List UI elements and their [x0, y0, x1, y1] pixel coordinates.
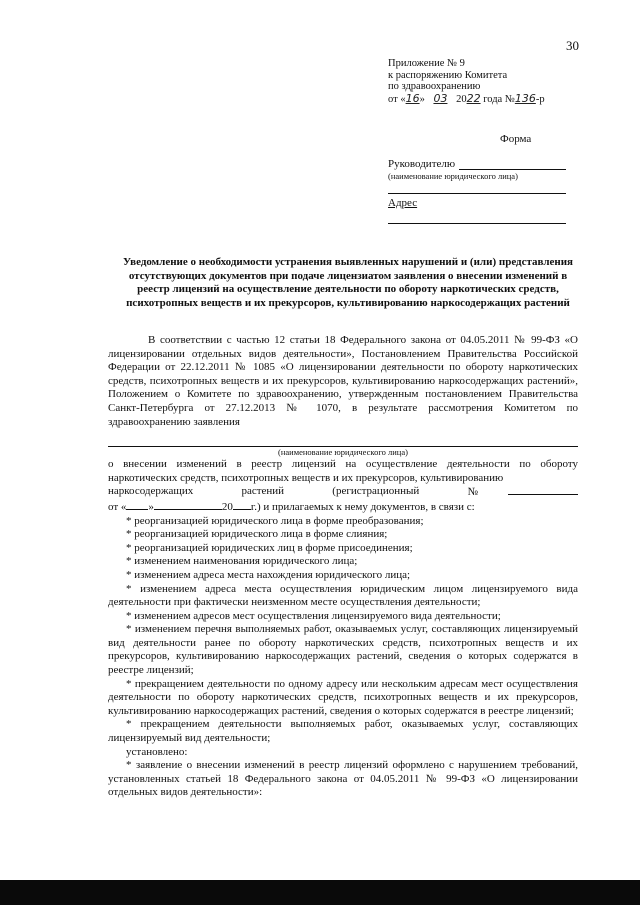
intro-paragraph: В соответствии с частью 12 статьи 18 Федерального закона от 04.05.2011 № 99-ФЗ «О лицензировании отдельных видов деятельности», Постановлением Правительства Российской Федерации от 22.12.2011 № 1085 «О лицензировании деятельности по обороту наркотических средств, психотропных веществ и их прекурсоров, культивированию наркосодержащих растений», Положением о Комитете по здравоохранению, утвержденным постановлением Правительства Санкт-Петербурга от 27.12.2013 № 1070, в результате рассмотрения Комитетом по здравоохранению заявления: [108, 334, 578, 428]
month-blank: [154, 500, 222, 510]
established-label: установлено:: [126, 745, 188, 758]
reg-number-group: [467, 485, 578, 500]
handwritten-day: 16: [405, 91, 420, 105]
handwritten-month: 03: [433, 91, 448, 105]
registration-row: [108, 485, 578, 500]
year-prefix: 20: [456, 93, 467, 105]
org-line: [388, 181, 566, 194]
reason-item: * изменением адресов мест осуществления лицензируемого вида деятельности;: [126, 609, 501, 622]
reg-word-2: растений: [241, 485, 285, 498]
annex-ref: к распоряжению Комитета: [388, 69, 508, 81]
head-row: [388, 158, 566, 170]
date-close: »: [148, 500, 154, 513]
reason-item: * прекращением деятельности выполняемых работ, оказываемых услуг, составляющих лицензируемый вид деятельности;: [108, 718, 578, 745]
org-name-caption: (наименование юридического лица): [278, 447, 408, 458]
reason-item: * изменением адреса места нахождения юридического лица;: [126, 568, 411, 581]
handwritten-number: 136: [514, 91, 536, 105]
org-caption: (наименование юридического лица): [388, 171, 518, 181]
reason-item: * реорганизацией юридического лица в форме слияния;: [126, 528, 388, 541]
about-paragraph: о внесении изменений в реестр лицензий на осуществление деятельности по обороту наркотических средств, психотропных веществ и их прекурсоров, культивированию: [108, 458, 578, 484]
reason-item: * прекращением деятельности по одному адресу или нескольким адресам мест осуществления деятельности по обороту наркотических средств, психотропных веществ и их прекурсоров, культивированию наркосодержащих растений, сведения о которых содержатся в реестре лицензий;: [108, 677, 578, 717]
reason-item: * реорганизацией юридических лиц в форме присоединения;: [126, 541, 413, 554]
recipient-block: [388, 158, 566, 224]
page-number: 30: [566, 38, 579, 53]
head-label: Руководителю: [388, 158, 456, 170]
year-blank: [233, 500, 251, 510]
form-label: Форма: [500, 133, 532, 145]
annex-ref-org: по здравоохранению: [388, 81, 481, 93]
handwritten-year: 22: [466, 91, 481, 105]
address-line: [388, 211, 566, 224]
reason-item: * изменением перечня выполняемых работ, оказываемых услуг, составляющих лицензируемый вид деятельности ранее по обороту наркотических средств, психотропных веществ и их прекурсоров, культивированию наркосодержащих растений, сведения о которых содержатся в реестре лицензий;: [108, 623, 578, 677]
year-word: года №: [483, 93, 515, 105]
reason-item: * изменением наименования юридического лица;: [126, 555, 358, 568]
date-open: от «: [108, 500, 127, 513]
scan-bottom-border: [0, 880, 640, 905]
notice-body: [108, 334, 578, 800]
year-prefix-text: 20: [221, 500, 233, 513]
annex-title: Приложение № 9: [388, 58, 465, 69]
finding-item: * заявление о внесении изменений в реестр лицензий оформлено с нарушением требований, установленных статьей 18 Федерального закона от 04.05.2011 № 99-ФЗ «О лицензировании отдельных видов деятельности»:: [108, 759, 578, 799]
date-tail: г.) и прилагаемых к нему документов, в связи с:: [250, 500, 475, 513]
reason-item: * реорганизацией юридического лица в форме преобразования;: [126, 514, 424, 527]
address-label: Адрес: [388, 197, 418, 209]
date-row: [108, 500, 578, 515]
org-name-line: [108, 430, 578, 447]
day-blank: [126, 500, 148, 510]
reg-number-sign: №: [467, 486, 478, 499]
reg-number-blank: [508, 485, 578, 495]
date-prefix: от «: [388, 93, 406, 105]
head-fill-line: [459, 159, 566, 170]
annex-header: [388, 58, 545, 105]
date-mid: »: [419, 93, 425, 105]
reason-item: * изменением адреса места осуществления юридическим лицом лицензируемого вида деятельности при фактически неизменном месте осуществления деятельности;: [108, 582, 578, 609]
notice-title: Уведомление о необходимости устранения выявленных нарушений и (или) представления отсутствующих документов при подаче лицензиатом заявления о внесении изменений в реестр лицензий на осуществление деятельности по обороту наркотических средств, психотропных веществ и их прекурсоров, культивированию наркосодержащих растений: [122, 256, 574, 309]
reg-word-3: (регистрационный: [332, 485, 420, 498]
number-suffix: -р: [535, 93, 545, 105]
annex-date-line: [388, 93, 545, 106]
reg-word-1: наркосодержащих: [108, 485, 194, 498]
